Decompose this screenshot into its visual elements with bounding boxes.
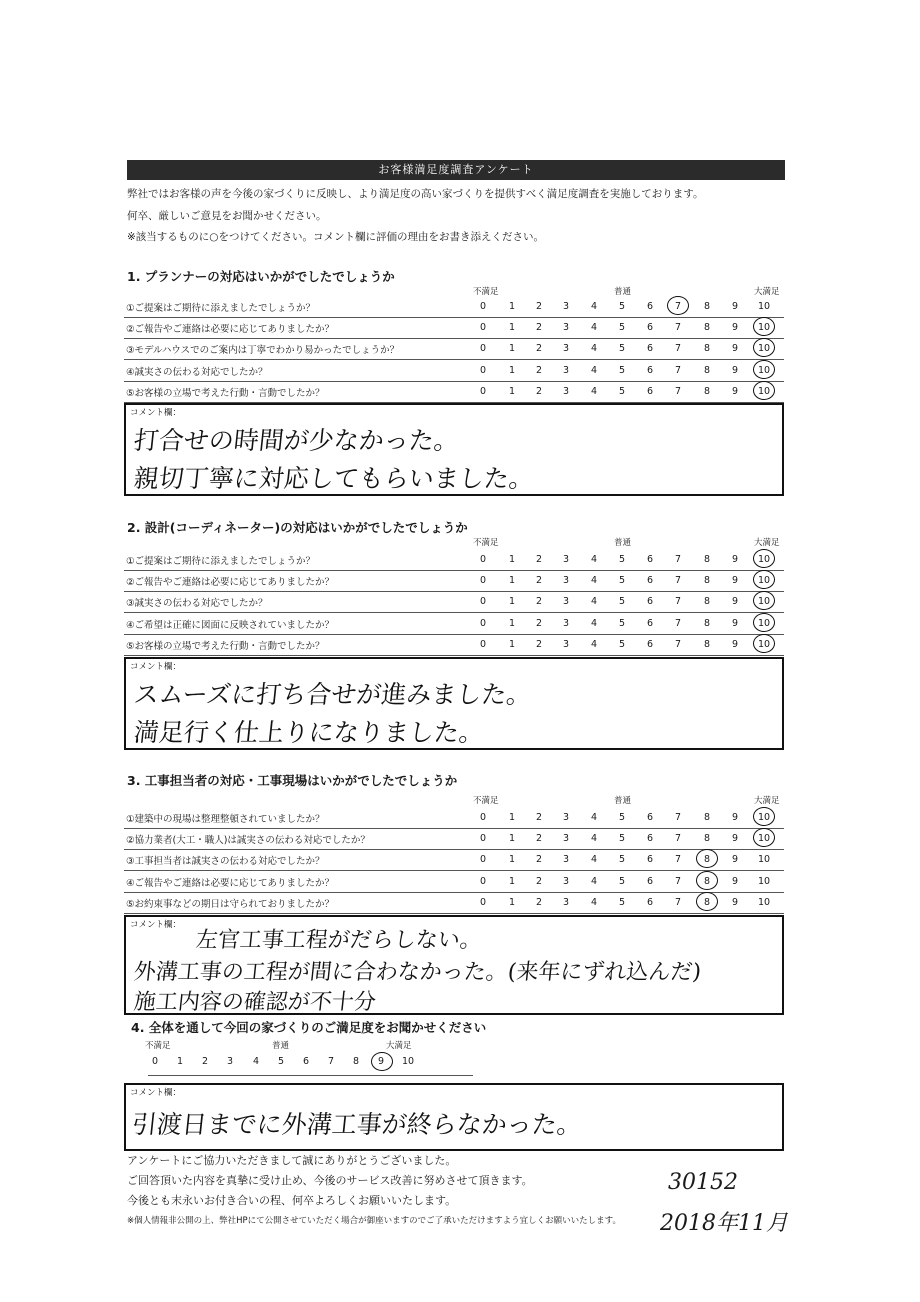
score-option-8[interactable]: 8	[703, 854, 711, 865]
score-option-1[interactable]: 1	[508, 554, 516, 565]
score-option-7[interactable]: 7	[674, 365, 682, 376]
score-option-3[interactable]: 3	[562, 575, 570, 586]
overall-title: 4. 全体を通して今回の家づくりのご満足度をお聞かせください	[131, 1020, 487, 1035]
overall-score-row	[0, 1056, 920, 1074]
score-option-4[interactable]: 4	[590, 343, 598, 354]
overall-selected-circle	[371, 1052, 393, 1071]
score-option-6[interactable]: 6	[646, 554, 654, 565]
score-option-10[interactable]: 10	[757, 596, 771, 607]
score-option-0[interactable]: 0	[479, 554, 487, 565]
section-1-scale-mid: 普通	[614, 287, 632, 297]
score-option-3[interactable]: 3	[562, 301, 570, 312]
score-option-6[interactable]: 6	[646, 812, 654, 823]
score-option-6[interactable]: 6	[646, 575, 654, 586]
section-2-question-3	[124, 592, 784, 613]
selected-score-circle	[753, 338, 775, 357]
score-option-5[interactable]: 5	[618, 854, 626, 865]
overall-score-option-6[interactable]: 6	[302, 1056, 310, 1067]
score-option-7[interactable]: 7	[674, 897, 682, 908]
overall-score-option-4[interactable]: 4	[252, 1056, 260, 1067]
overall-divider	[148, 1075, 473, 1076]
score-option-8[interactable]: 8	[703, 833, 711, 844]
score-option-4[interactable]: 4	[590, 301, 598, 312]
score-option-0[interactable]: 0	[479, 322, 487, 333]
score-option-7[interactable]: 7	[674, 639, 682, 650]
overall-comment-line-1: 引渡日までに外溝工事が終らなかった。	[130, 1110, 584, 1139]
score-option-3[interactable]: 3	[562, 365, 570, 376]
score-option-2[interactable]: 2	[535, 386, 543, 397]
section-3-comment-box[interactable]	[124, 915, 784, 1015]
score-option-9[interactable]: 9	[731, 322, 739, 333]
score-option-10[interactable]: 10	[757, 554, 771, 565]
comment-label: コメント欄：	[130, 662, 182, 672]
question-text: ①ご提案はご期待に添えましたでしょうか？	[126, 303, 316, 314]
score-option-5[interactable]: 5	[618, 639, 626, 650]
score-option-10[interactable]: 10	[757, 386, 771, 397]
score-option-3[interactable]: 3	[562, 322, 570, 333]
score-option-2[interactable]: 2	[535, 833, 543, 844]
score-option-6[interactable]: 6	[646, 386, 654, 397]
stamp-id: 30152	[668, 1170, 738, 1195]
score-option-7[interactable]: 7	[674, 812, 682, 823]
score-option-8[interactable]: 8	[703, 575, 711, 586]
section-1-comment-box[interactable]	[124, 403, 784, 496]
footer-line-3: 今後とも末永いお付き合いの程、何卒よろしくお願いいたします。	[127, 1194, 457, 1207]
section-3-scale-low: 不満足	[473, 796, 499, 806]
score-option-2[interactable]: 2	[535, 575, 543, 586]
overall-score-option-5[interactable]: 5	[277, 1056, 285, 1067]
section-3-comment-line-1: 左官工事工程がだらしない。	[194, 928, 484, 953]
score-option-1[interactable]: 1	[508, 876, 516, 887]
score-option-5[interactable]: 5	[618, 812, 626, 823]
selected-score-circle	[753, 591, 775, 610]
score-option-2[interactable]: 2	[535, 301, 543, 312]
score-option-0[interactable]: 0	[479, 575, 487, 586]
score-option-4[interactable]: 4	[590, 812, 598, 823]
score-option-4[interactable]: 4	[590, 575, 598, 586]
score-option-9[interactable]: 9	[731, 301, 739, 312]
intro-line-3: ※該当するものに○をつけてください。コメント欄に評価の理由をお書き添えください。	[127, 231, 544, 243]
score-option-8[interactable]: 8	[703, 343, 711, 354]
footer-line-2: ご回答頂いた内容を真摯に受け止め、今後のサービス改善に努めさせて頂きます。	[127, 1174, 533, 1187]
selected-score-circle	[753, 570, 775, 589]
score-option-2[interactable]: 2	[535, 322, 543, 333]
score-option-2[interactable]: 2	[535, 596, 543, 607]
score-option-7[interactable]: 7	[674, 554, 682, 565]
question-text: ④ご希望は正確に図面に反映されていましたか？	[126, 620, 335, 631]
question-text: ⑤お約束事などの期日は守られておりましたか？	[126, 899, 335, 910]
score-option-4[interactable]: 4	[590, 876, 598, 887]
section-3-comment-line-2: 外溝工事の工程が間に合わなかった。(来年にずれ込んだ)	[132, 960, 703, 985]
overall-score-option-10[interactable]: 10	[401, 1056, 415, 1067]
question-text: ②ご報告やご連絡は必要に応じてありましたか？	[126, 577, 335, 588]
score-option-8[interactable]: 8	[703, 596, 711, 607]
section-2-comment-line-1: スムーズに打ち合せが進みました。	[132, 680, 533, 709]
comment-label: コメント欄：	[130, 920, 182, 930]
score-option-1[interactable]: 1	[508, 812, 516, 823]
survey-title: お客様満足度調査アンケート	[127, 160, 785, 180]
score-option-6[interactable]: 6	[646, 596, 654, 607]
comment-label: コメント欄：	[130, 408, 182, 418]
score-option-5[interactable]: 5	[618, 301, 626, 312]
score-option-5[interactable]: 5	[618, 596, 626, 607]
selected-score-circle	[753, 828, 775, 847]
score-option-7[interactable]: 7	[674, 343, 682, 354]
score-option-3[interactable]: 3	[562, 554, 570, 565]
question-text: ②協力業者(大工・職人)は誠実さの伝わる対応でしたか？	[126, 835, 370, 846]
score-option-6[interactable]: 6	[646, 639, 654, 650]
score-option-0[interactable]: 0	[479, 386, 487, 397]
score-option-10[interactable]: 10	[757, 833, 771, 844]
section-1-question-3	[124, 339, 784, 360]
score-option-5[interactable]: 5	[618, 365, 626, 376]
section-3-scale-high: 大満足	[754, 796, 780, 806]
overall-score-option-9[interactable]: 9	[377, 1056, 385, 1067]
question-text: ④誠実さの伝わる対応でしたか？	[126, 367, 268, 378]
selected-score-circle	[753, 807, 775, 826]
score-option-9[interactable]: 9	[731, 575, 739, 586]
score-option-0[interactable]: 0	[479, 897, 487, 908]
score-option-3[interactable]: 3	[562, 639, 570, 650]
question-text: ①ご提案はご期待に添えましたでしょうか？	[126, 556, 316, 567]
score-option-10[interactable]: 10	[757, 343, 771, 354]
overall-comment-box[interactable]	[124, 1083, 784, 1151]
section-2-comment-box[interactable]	[124, 657, 784, 750]
score-option-3[interactable]: 3	[562, 897, 570, 908]
selected-score-circle	[753, 613, 775, 632]
question-text: ③モデルハウスでのご案内は丁寧でわかり易かったでしょうか？	[126, 345, 400, 356]
score-option-2[interactable]: 2	[535, 618, 543, 629]
score-option-8[interactable]: 8	[703, 386, 711, 397]
score-option-3[interactable]: 3	[562, 854, 570, 865]
score-option-8[interactable]: 8	[703, 554, 711, 565]
score-option-10[interactable]: 10	[757, 618, 771, 629]
score-option-6[interactable]: 6	[646, 343, 654, 354]
score-option-9[interactable]: 9	[731, 618, 739, 629]
section-1-scale-low: 不満足	[473, 287, 499, 297]
score-option-4[interactable]: 4	[590, 365, 598, 376]
score-option-7[interactable]: 7	[674, 386, 682, 397]
section-2-title: 2. 設計(コーディネーター)の対応はいかがでしたでしょうか	[127, 520, 468, 535]
score-option-1[interactable]: 1	[508, 833, 516, 844]
score-option-9[interactable]: 9	[731, 639, 739, 650]
score-option-1[interactable]: 1	[508, 365, 516, 376]
score-option-1[interactable]: 1	[508, 343, 516, 354]
score-option-5[interactable]: 5	[618, 876, 626, 887]
question-text: ④ご報告やご連絡は必要に応じてありましたか？	[126, 878, 335, 889]
section-3-question-3	[124, 850, 784, 871]
section-2-question-1	[124, 550, 784, 571]
score-option-9[interactable]: 9	[731, 365, 739, 376]
score-option-4[interactable]: 4	[590, 639, 598, 650]
score-option-0[interactable]: 0	[479, 618, 487, 629]
score-option-5[interactable]: 5	[618, 554, 626, 565]
selected-score-circle	[753, 381, 775, 400]
score-option-9[interactable]: 9	[731, 343, 739, 354]
score-option-6[interactable]: 6	[646, 876, 654, 887]
overall-score-option-0[interactable]: 0	[151, 1056, 159, 1067]
score-option-9[interactable]: 9	[731, 854, 739, 865]
score-option-7[interactable]: 7	[674, 301, 682, 312]
overall-score-option-8[interactable]: 8	[352, 1056, 360, 1067]
score-option-5[interactable]: 5	[618, 343, 626, 354]
score-option-4[interactable]: 4	[590, 897, 598, 908]
score-option-8[interactable]: 8	[703, 812, 711, 823]
score-option-3[interactable]: 3	[562, 386, 570, 397]
score-option-2[interactable]: 2	[535, 854, 543, 865]
score-option-8[interactable]: 8	[703, 639, 711, 650]
score-option-8[interactable]: 8	[703, 301, 711, 312]
section-3-comment-line-3: 施工内容の確認が不十分	[132, 990, 378, 1015]
score-option-1[interactable]: 1	[508, 575, 516, 586]
score-option-2[interactable]: 2	[535, 876, 543, 887]
score-option-10[interactable]: 10	[757, 301, 771, 312]
overall-scale-high: 大満足	[386, 1041, 412, 1051]
score-option-0[interactable]: 0	[479, 365, 487, 376]
score-option-0[interactable]: 0	[479, 854, 487, 865]
score-option-0[interactable]: 0	[479, 343, 487, 354]
score-option-2[interactable]: 2	[535, 365, 543, 376]
score-option-5[interactable]: 5	[618, 897, 626, 908]
score-option-10[interactable]: 10	[757, 639, 771, 650]
question-text: ⑤お客様の立場で考えた行動・言動でしたか？	[126, 388, 325, 399]
score-option-0[interactable]: 0	[479, 301, 487, 312]
section-2-question-5	[124, 635, 784, 656]
score-option-3[interactable]: 3	[562, 596, 570, 607]
footer-line-1: アンケートにご協力いただきまして誠にありがとうございました。	[127, 1154, 457, 1167]
score-option-1[interactable]: 1	[508, 854, 516, 865]
score-option-6[interactable]: 6	[646, 854, 654, 865]
overall-scale-mid: 普通	[272, 1041, 290, 1051]
section-2-question-2	[124, 571, 784, 592]
section-1-comment-line-2: 親切丁寧に対応してもらいました。	[132, 464, 536, 493]
section-1-title: 1. プランナーの対応はいかがでしたでしょうか	[127, 269, 395, 284]
section-1-scale-high: 大満足	[754, 287, 780, 297]
score-option-3[interactable]: 3	[562, 812, 570, 823]
score-option-0[interactable]: 0	[479, 596, 487, 607]
score-option-1[interactable]: 1	[508, 618, 516, 629]
score-option-9[interactable]: 9	[731, 876, 739, 887]
question-text: ②ご報告やご連絡は必要に応じてありましたか？	[126, 324, 335, 335]
score-option-6[interactable]: 6	[646, 833, 654, 844]
score-option-10[interactable]: 10	[757, 854, 771, 865]
score-option-2[interactable]: 2	[535, 639, 543, 650]
section-2-question-4	[124, 614, 784, 635]
score-option-1[interactable]: 1	[508, 322, 516, 333]
stamp-date: 2018年11月	[660, 1211, 788, 1236]
score-option-2[interactable]: 2	[535, 897, 543, 908]
score-option-7[interactable]: 7	[674, 575, 682, 586]
score-option-1[interactable]: 1	[508, 386, 516, 397]
section-3-question-4	[124, 872, 784, 893]
score-option-9[interactable]: 9	[731, 897, 739, 908]
score-option-6[interactable]: 6	[646, 897, 654, 908]
score-option-10[interactable]: 10	[757, 812, 771, 823]
question-text: ③工事担当者は誠実さの伝わる対応でしたか？	[126, 856, 325, 867]
score-option-10[interactable]: 10	[757, 876, 771, 887]
section-2-comment-line-2: 満足行く仕上りになりました。	[132, 718, 486, 747]
score-option-6[interactable]: 6	[646, 365, 654, 376]
overall-scale-low: 不満足	[145, 1041, 171, 1051]
privacy-note: ※個人情報非公開の上、弊社HPにて公開させていただく場合が御座いますのでご了承いただけますよう宜しくお願いいたします。	[127, 1216, 621, 1226]
score-option-3[interactable]: 3	[562, 343, 570, 354]
score-option-6[interactable]: 6	[646, 322, 654, 333]
score-option-1[interactable]: 1	[508, 301, 516, 312]
overall-score-option-3[interactable]: 3	[226, 1056, 234, 1067]
section-3-scale-mid: 普通	[614, 796, 632, 806]
score-option-7[interactable]: 7	[674, 854, 682, 865]
score-option-7[interactable]: 7	[674, 876, 682, 887]
score-option-9[interactable]: 9	[731, 596, 739, 607]
selected-score-circle	[696, 849, 718, 868]
section-3-question-2	[124, 829, 784, 850]
score-option-9[interactable]: 9	[731, 386, 739, 397]
section-1-question-5	[124, 382, 784, 403]
score-option-2[interactable]: 2	[535, 554, 543, 565]
score-option-0[interactable]: 0	[479, 876, 487, 887]
score-option-1[interactable]: 1	[508, 596, 516, 607]
question-text: ③誠実さの伝わる対応でしたか？	[126, 598, 268, 609]
score-option-7[interactable]: 7	[674, 596, 682, 607]
score-option-4[interactable]: 4	[590, 833, 598, 844]
score-option-1[interactable]: 1	[508, 639, 516, 650]
intro-line-1: 弊社ではお客様の声を今後の家づくりに反映し、より満足度の高い家づくりを提供すべく満足度調査を実施しております。	[127, 188, 704, 200]
section-2-scale-high: 大満足	[754, 538, 780, 548]
score-option-6[interactable]: 6	[646, 618, 654, 629]
score-option-9[interactable]: 9	[731, 833, 739, 844]
score-option-9[interactable]: 9	[731, 812, 739, 823]
score-option-5[interactable]: 5	[618, 833, 626, 844]
score-option-10[interactable]: 10	[757, 365, 771, 376]
score-option-0[interactable]: 0	[479, 812, 487, 823]
score-option-8[interactable]: 8	[703, 322, 711, 333]
score-option-8[interactable]: 8	[703, 876, 711, 887]
question-text: ⑤お客様の立場で考えた行動・言動でしたか？	[126, 641, 325, 652]
selected-score-circle	[696, 892, 718, 911]
score-option-7[interactable]: 7	[674, 618, 682, 629]
score-option-5[interactable]: 5	[618, 618, 626, 629]
overall-score-option-2[interactable]: 2	[201, 1056, 209, 1067]
comment-label: コメント欄：	[130, 1088, 182, 1098]
score-option-2[interactable]: 2	[535, 812, 543, 823]
score-option-0[interactable]: 0	[479, 833, 487, 844]
score-option-4[interactable]: 4	[590, 854, 598, 865]
question-text: ①建築中の現場は整理整頓されていましたか？	[126, 814, 325, 825]
score-option-3[interactable]: 3	[562, 876, 570, 887]
score-option-6[interactable]: 6	[646, 301, 654, 312]
score-option-4[interactable]: 4	[590, 386, 598, 397]
score-option-7[interactable]: 7	[674, 322, 682, 333]
score-option-10[interactable]: 10	[757, 322, 771, 333]
selected-score-circle	[667, 296, 689, 315]
section-1-question-4	[124, 361, 784, 382]
score-option-4[interactable]: 4	[590, 596, 598, 607]
score-option-3[interactable]: 3	[562, 833, 570, 844]
score-option-1[interactable]: 1	[508, 897, 516, 908]
score-option-4[interactable]: 4	[590, 322, 598, 333]
section-2-scale-mid: 普通	[614, 538, 632, 548]
selected-score-circle	[753, 549, 775, 568]
intro-line-2: 何卒、厳しいご意見をお聞かせください。	[127, 210, 327, 222]
score-option-4[interactable]: 4	[590, 554, 598, 565]
score-option-2[interactable]: 2	[535, 343, 543, 354]
section-3-title: 3. 工事担当者の対応・工事現場はいかがでしたでしょうか	[127, 773, 458, 788]
overall-score-option-7[interactable]: 7	[327, 1056, 335, 1067]
score-option-8[interactable]: 8	[703, 365, 711, 376]
score-option-8[interactable]: 8	[703, 618, 711, 629]
score-option-10[interactable]: 10	[757, 897, 771, 908]
section-1-question-2	[124, 318, 784, 339]
selected-score-circle	[753, 634, 775, 653]
score-option-4[interactable]: 4	[590, 618, 598, 629]
score-option-3[interactable]: 3	[562, 618, 570, 629]
score-option-7[interactable]: 7	[674, 833, 682, 844]
score-option-5[interactable]: 5	[618, 386, 626, 397]
selected-score-circle	[753, 360, 775, 379]
score-option-8[interactable]: 8	[703, 897, 711, 908]
section-1-question-1	[124, 297, 784, 318]
selected-score-circle	[696, 871, 718, 890]
score-option-9[interactable]: 9	[731, 554, 739, 565]
selected-score-circle	[753, 317, 775, 336]
overall-score-option-1[interactable]: 1	[176, 1056, 184, 1067]
section-2-scale-low: 不満足	[473, 538, 499, 548]
score-option-5[interactable]: 5	[618, 575, 626, 586]
section-3-question-1	[124, 808, 784, 829]
score-option-10[interactable]: 10	[757, 575, 771, 586]
score-option-0[interactable]: 0	[479, 639, 487, 650]
score-option-5[interactable]: 5	[618, 322, 626, 333]
section-3-question-5	[124, 893, 784, 914]
section-1-comment-line-1: 打合せの時間が少なかった。	[132, 426, 461, 455]
